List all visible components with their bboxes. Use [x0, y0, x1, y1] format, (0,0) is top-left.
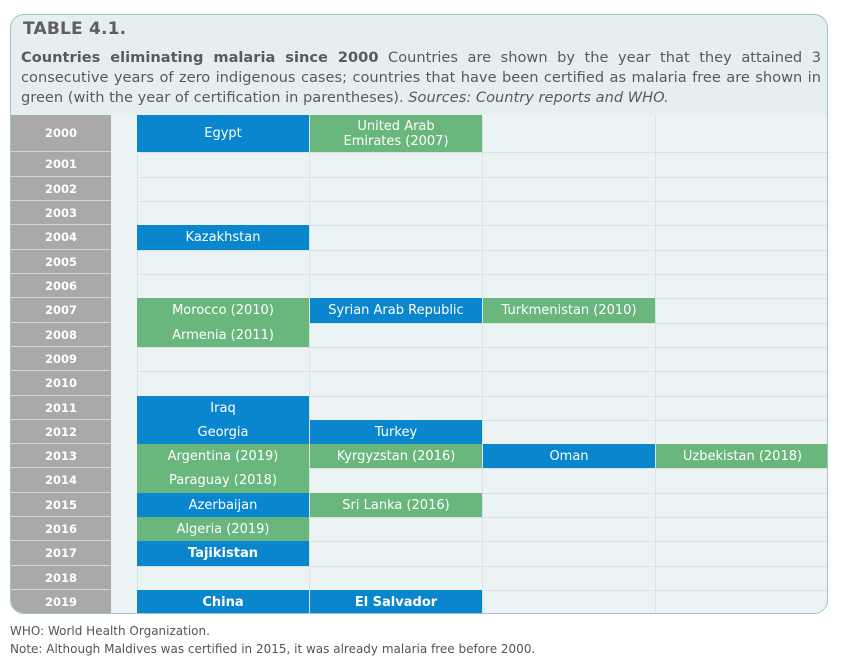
- country-cell-eliminated: China: [137, 590, 309, 614]
- year-label: 2018: [11, 566, 111, 590]
- year-label: 2013: [11, 444, 111, 468]
- country-cell-eliminated: Georgia: [137, 420, 309, 444]
- row-divider: [137, 177, 828, 178]
- footnote-maldives: Note: Although Maldives was certified in 2015, it was already malaria free before 2000.: [10, 642, 536, 656]
- country-cell-eliminated: Egypt: [137, 115, 309, 152]
- country-cell-eliminated: Kazakhstan: [137, 225, 309, 250]
- country-cell-eliminated: Tajikistan: [137, 541, 309, 566]
- caption-heading: Countries eliminating malaria since 2000: [21, 49, 379, 66]
- footnote-who: WHO: World Health Organization.: [10, 624, 210, 638]
- year-label: 2001: [11, 152, 111, 177]
- year-label: 2009: [11, 347, 111, 371]
- country-cell-certified: Armenia (2011): [137, 323, 309, 347]
- country-cell-eliminated: Iraq: [137, 396, 309, 420]
- country-cell-eliminated: Azerbaijan: [137, 493, 309, 517]
- table-panel: [10, 14, 828, 614]
- column-divider: [482, 115, 483, 614]
- year-label: 2014: [11, 468, 111, 493]
- row-divider: [137, 347, 828, 348]
- country-cell-eliminated: Oman: [483, 444, 655, 468]
- country-cell-certified: United Arab Emirates (2007): [310, 115, 482, 152]
- table-title: TABLE 4.1.: [23, 19, 127, 39]
- year-label: 2019: [11, 590, 111, 614]
- year-label: 2006: [11, 274, 111, 298]
- country-cell-certified: Argentina (2019): [137, 444, 309, 468]
- country-cell-certified: Algeria (2019): [137, 517, 309, 541]
- year-label: 2012: [11, 420, 111, 444]
- year-label: 2010: [11, 371, 111, 396]
- table-caption: [21, 48, 821, 108]
- country-cell-certified: Turkmenistan (2010): [483, 298, 655, 323]
- year-label: 2011: [11, 396, 111, 420]
- year-label: 2002: [11, 177, 111, 201]
- column-divider: [655, 115, 656, 614]
- row-divider: [137, 152, 828, 153]
- elimination-grid: [11, 115, 828, 614]
- row-divider: [137, 566, 828, 567]
- row-divider: [137, 371, 828, 372]
- country-cell-certified: Uzbekistan (2018): [656, 444, 828, 468]
- year-label: 2007: [11, 298, 111, 323]
- country-cell-certified: Paraguay (2018): [137, 468, 309, 493]
- country-cell-eliminated: Turkey: [310, 420, 482, 444]
- caption-text: Countries are shown by the year that they attained 3 consecutive years of zero indigenous cases; countries that have been certified as malaria free are shown in green (with the year of certification in parentheses).: [21, 49, 821, 106]
- year-label: 2017: [11, 541, 111, 566]
- country-cell-eliminated: Syrian Arab Republic: [310, 298, 482, 323]
- year-label: 2008: [11, 323, 111, 347]
- year-label: 2016: [11, 517, 111, 541]
- year-label: 2005: [11, 250, 111, 274]
- row-divider: [137, 201, 828, 202]
- year-label: 2004: [11, 225, 111, 250]
- country-cell-certified: Kyrgyzstan (2016): [310, 444, 482, 468]
- caption-sources: Sources: Country reports and WHO.: [408, 89, 669, 106]
- column-divider: [309, 115, 310, 614]
- row-divider: [137, 250, 828, 251]
- row-divider: [137, 274, 828, 275]
- year-label: 2003: [11, 201, 111, 225]
- country-cell-certified: Morocco (2010): [137, 298, 309, 323]
- year-label: 2000: [11, 115, 111, 152]
- year-label: 2015: [11, 493, 111, 517]
- country-cell-certified: Sri Lanka (2016): [310, 493, 482, 517]
- country-cell-eliminated: El Salvador: [310, 590, 482, 614]
